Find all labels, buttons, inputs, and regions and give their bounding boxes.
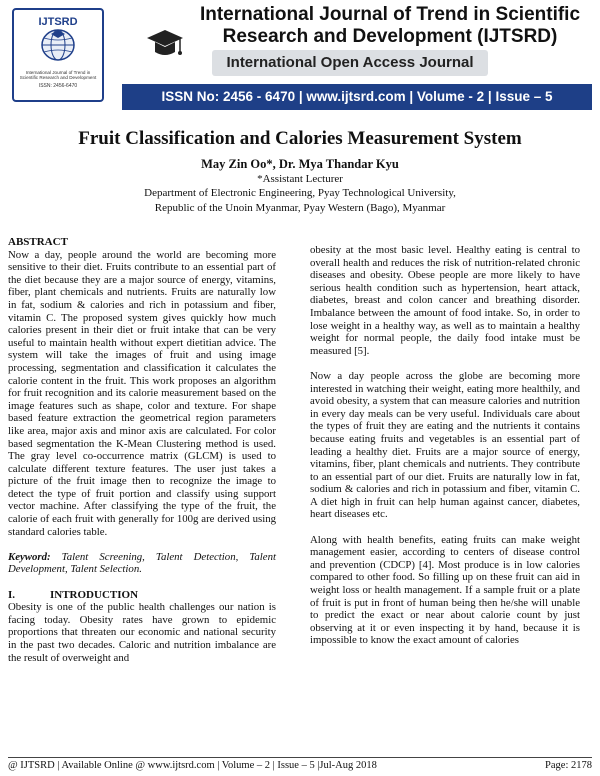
footer-citation: @ IJTSRD | Available Online @ www.ijtsrd.com | Volume – 2 | Issue – 5 |Jul-Aug 2018 xyxy=(8,760,377,771)
graduation-cap-icon xyxy=(146,22,184,62)
logo-text: International Journal of Trend in Scientific Research and Development xyxy=(19,70,97,81)
journal-header xyxy=(0,0,600,112)
introduction-heading xyxy=(8,589,276,602)
body-paragraph: Along with health benefits, eating fruits can make weight management easier, according to centers of disease control and prevention (CDCP) [4]. Most produce is in low calories compared to other food. So filling up on these fruit can aid in weight loss or health management. If a sample fruit or a plate of fruit is put in front of human being then he/she will unable to predict the exact or near about calorie count by just observing at it or even inspecting it by hand, because it is impossible to know the exact amount of calories xyxy=(310,533,580,647)
right-column xyxy=(310,244,580,647)
keywords xyxy=(8,551,276,576)
journal-title-line1: International Journal of Trend in Scientific xyxy=(199,4,581,25)
left-column xyxy=(8,236,276,664)
issn-bar: ISSN No: 2456 - 6470 | www.ijtsrd.com | Volume - 2 | Issue – 5 xyxy=(122,84,592,110)
globe-icon xyxy=(38,28,78,62)
page-number: Page: 2178 xyxy=(545,760,592,771)
logo-issn: ISSN: 2456-6470 xyxy=(38,82,78,89)
section-title: INTRODUCTION xyxy=(50,588,139,601)
body-paragraph: Now a day people across the globe are becoming more interested in watching their weight, eating more healthily, and avoid obesity, a system that can measure calories and nutrition in every day meals can be very useful. Individuals care about the types of fruit they are eating and the nutrients it contains because eating fruits and vegetables is an essential part of leading a healthy diet. Fruits are a major source of energy, vitamins, fiber, plant chemicals and nutrients. They contribute to an essential part of our diet. Fruits are naturally low in fat, sodium & calories and rich in potassium and fiber, vitamin C. A diet high in fruit can help human against cancer, diabetes, heart diseases etc. xyxy=(310,369,580,521)
journal-title-line2: Research and Development (IJTSRD) xyxy=(222,26,558,47)
abstract-heading: ABSTRACT xyxy=(8,236,68,248)
keywords-label: Keyword: xyxy=(8,550,51,563)
paper-authors: May Zin Oo*, Dr. Mya Thandar Kyu xyxy=(201,157,399,171)
keywords-text: Talent Screening, Talent Detection, Talent Development, Talent Selection. xyxy=(8,550,276,576)
open-access-banner: International Open Access Journal xyxy=(212,50,488,76)
introduction-text: Obesity is one of the public health challenges our nation is facing today. Obesity rates have grown to epidemic proportions that threaten our economic and national security in the past two decades. Caloric and nutrition imbalance are the result of overweight and xyxy=(8,601,276,664)
paper-title: Fruit Classification and Calories Measurement System xyxy=(78,128,522,149)
logo-name: IJTSRD xyxy=(38,16,78,28)
section-number: I. xyxy=(8,588,16,601)
affiliation-line: *Assistant Lecturer xyxy=(257,173,343,185)
abstract-text: Now a day, people around the world are becoming more sensitive to their diet. Fruits contribute to an essential part of the diet because they are a major source of energy, vitamins, fiber, plant chemicals and nutrients. Fruits are naturally low in fat, sodium & calories and rich in potassium and fiber, vitamin C. The proposed system gives quickly how much calories present in their diet or fruit intake that can be very useful to maintain health without expert dietitian advice. The system will take the images of fruit and using image processing, segmentation and classification it calculates the calorie content in the fruit. This work proposes an algorithm for fruit recognition and its calorie measurement based on the image features such as shape, color and texture. For shape based feature extraction the geometrical region parameters like area, major axis and minor axis are calculated. For color based segmentation the K-Mean Clustering method is used. The gray level co-occurrence matrix (GLCM) is used to calculate different texture features. The user just takes a picture of the fruit image then to recognize the image to detect the type of fruit portion and classify using support vector machine. After classifying the type of the fruit, the calorie of each fruit with generally for 100g are derived using standard calories table. xyxy=(8,248,276,538)
paper-affiliation xyxy=(0,172,600,215)
affiliation-line: Department of Electronic Engineering, Pyay Technological University, xyxy=(144,187,456,200)
affiliation-line: Republic of the Unoin Myanmar, Pyay Western (Bago), Myanmar xyxy=(154,201,446,214)
page-footer xyxy=(8,757,592,771)
body-paragraph: obesity at the most basic level. Healthy eating is central to overall health and reduces the risk of nutrition-related chronic diseases and obesity. Obese people are more likely to have serious health condition such as hypertension, heart attack, diabetes, breast and colon cancer and breathing disorder. Imbalance between the amount of food intake. So, in order to lose weight in a healthy way, as well as to maintain a healthy weight for normal people, the daily food intake must be measured [5]. xyxy=(310,244,580,357)
journal-title xyxy=(190,4,590,48)
journal-logo xyxy=(12,8,104,102)
